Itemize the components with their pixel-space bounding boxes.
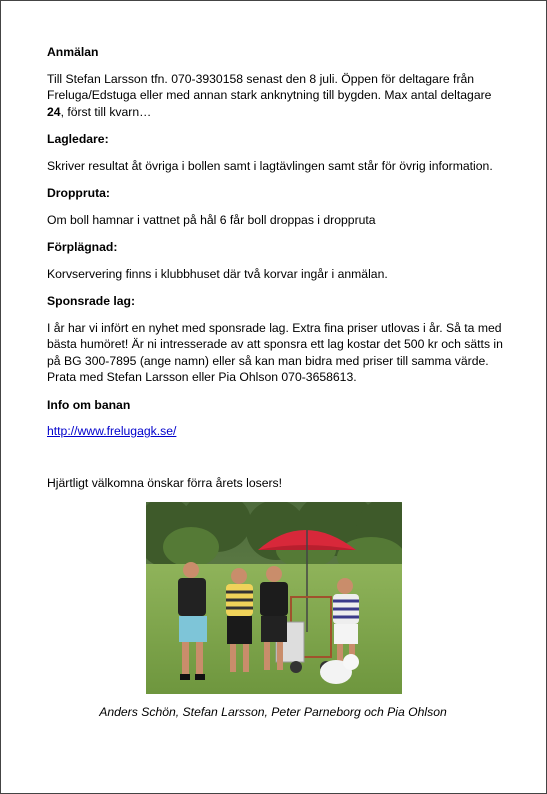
group-photo <box>146 502 402 694</box>
anmalan-text <box>47 71 507 121</box>
golf-club-link[interactable]: http://www.frelugagk.se/ <box>47 424 177 438</box>
heading-forplagnad: Förplägnad: <box>47 240 118 254</box>
document-body <box>47 44 507 721</box>
heading-sponsrade-lag: Sponsrade lag: <box>47 294 136 308</box>
droppruta-text: Om boll hamnar i vattnet på hål 6 får boll droppas i droppruta <box>47 212 376 227</box>
heading-droppruta: Droppruta: <box>47 186 110 200</box>
anmalan-text-part: Till Stefan Larsson tfn. 070-3930158 senast den 8 juli. Öppen för deltagare från Freluga/Edstuga eller med annan stark anknytning till bygden. Max antal deltagare <box>47 71 492 102</box>
forplagnad-text: Korvservering finns i klubbhuset där två korvar ingår i anmälan. <box>47 266 388 281</box>
photo-caption: Anders Schön, Stefan Larsson, Peter Parneborg och Pia Ohlson <box>99 705 447 719</box>
heading-lagledare: Lagledare: <box>47 132 109 146</box>
sponsrade-lag-text: I år har vi infört en nyhet med sponsrade lag. Extra fina priser utlovas i år. Så ta med bästa humöret! Är ni intresserade av att sponsra ett lag kostar det 500 kr och sätts in på BG 300-7895 (ange namn) eller så kan man bidra med priser till samma värde. Prata med Stefan Larsson eller Pia Ohlson 070-3658613. <box>47 320 503 384</box>
max-participants-value: 24 <box>47 104 61 119</box>
heading-anmalan: Anmälan <box>47 45 99 59</box>
lagledare-text: Skriver resultat åt övriga i bollen samt i lagtävlingen samt står för övrig information. <box>47 158 493 173</box>
closing-text: Hjärtligt välkomna önskar förra årets losers! <box>47 475 283 490</box>
anmalan-text-end: , först till kvarn… <box>60 104 152 119</box>
heading-info-om-banan: Info om banan <box>47 397 131 412</box>
